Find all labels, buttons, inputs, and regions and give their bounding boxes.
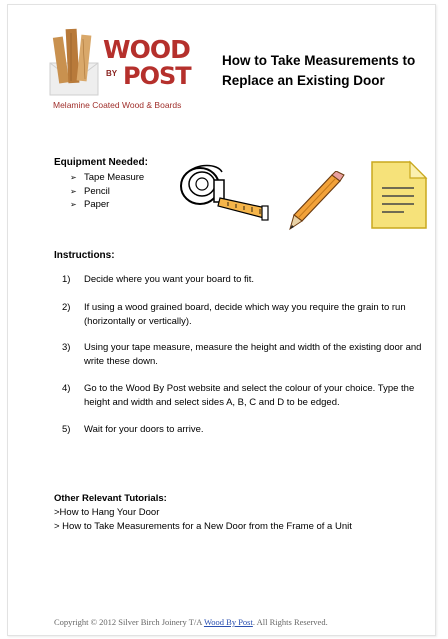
arrow-bullet-icon: ➢ bbox=[70, 200, 77, 209]
title-line-1: How to Take Measurements to bbox=[222, 53, 416, 68]
step-text: Wait for your doors to arrive. bbox=[84, 424, 204, 435]
footer-prefix: Copyright © 2012 Silver Birch Joinery T/A bbox=[54, 617, 204, 627]
tutorials-heading: Other Relevant Tutorials: bbox=[54, 493, 167, 504]
equipment-item-label: Tape Measure bbox=[84, 172, 145, 183]
tutorial-link-measure-new-door[interactable]: > How to Take Measurements for a New Door from the Frame of a Unit bbox=[54, 521, 352, 532]
list-item bbox=[70, 198, 144, 212]
arrow-bullet-icon: ➢ bbox=[70, 173, 77, 182]
equipment-item-label: Paper bbox=[84, 199, 110, 210]
document-page bbox=[7, 4, 436, 636]
step-text: Decide where you want your board to fit. bbox=[84, 274, 255, 285]
paper-document-icon bbox=[370, 160, 428, 230]
tape-measure-icon bbox=[178, 160, 273, 230]
step-text: Using your tape measure, measure the height and width of the existing door and write these down. bbox=[84, 342, 422, 367]
list-item bbox=[70, 171, 144, 185]
brand-wood-text: WOOD bbox=[103, 35, 190, 64]
equipment-list bbox=[70, 171, 144, 212]
brand-post-text: POST bbox=[123, 62, 191, 90]
step-number: 1) bbox=[62, 274, 71, 285]
brand-tagline: Melamine Coated Wood & Boards bbox=[53, 100, 182, 110]
list-item bbox=[70, 185, 144, 199]
step-number: 2) bbox=[62, 302, 71, 313]
title-line-2: Replace an Existing Door bbox=[222, 73, 385, 88]
step-number: 4) bbox=[62, 383, 71, 394]
page-title bbox=[222, 51, 432, 91]
wood-boards-logo-icon bbox=[48, 23, 108, 98]
step-text: Go to the Wood By Post website and select the colour of your choice. Type the height and width and select sides A, B, C and D to be edged. bbox=[84, 383, 415, 408]
tutorial-link-hang-door[interactable]: >How to Hang Your Door bbox=[54, 507, 160, 518]
pencil-icon bbox=[288, 171, 348, 231]
wood-by-post-logo bbox=[48, 23, 208, 113]
equipment-item-label: Pencil bbox=[84, 185, 110, 197]
footer-suffix: . All Rights Reserved. bbox=[252, 617, 328, 627]
step-number: 5) bbox=[62, 424, 71, 435]
arrow-bullet-icon: ➢ bbox=[70, 186, 77, 196]
step-number: 3) bbox=[62, 342, 71, 353]
step-text: If using a wood grained board, decide which way you require the grain to run (horizontally or vertically). bbox=[84, 302, 406, 327]
instructions-heading: Instructions: bbox=[54, 250, 115, 261]
equipment-heading: Equipment Needed: bbox=[54, 157, 148, 168]
footer-wood-by-post-link[interactable]: Wood By Post bbox=[203, 617, 253, 627]
brand-by-text: BY bbox=[106, 69, 118, 78]
copyright-footer bbox=[54, 617, 328, 627]
